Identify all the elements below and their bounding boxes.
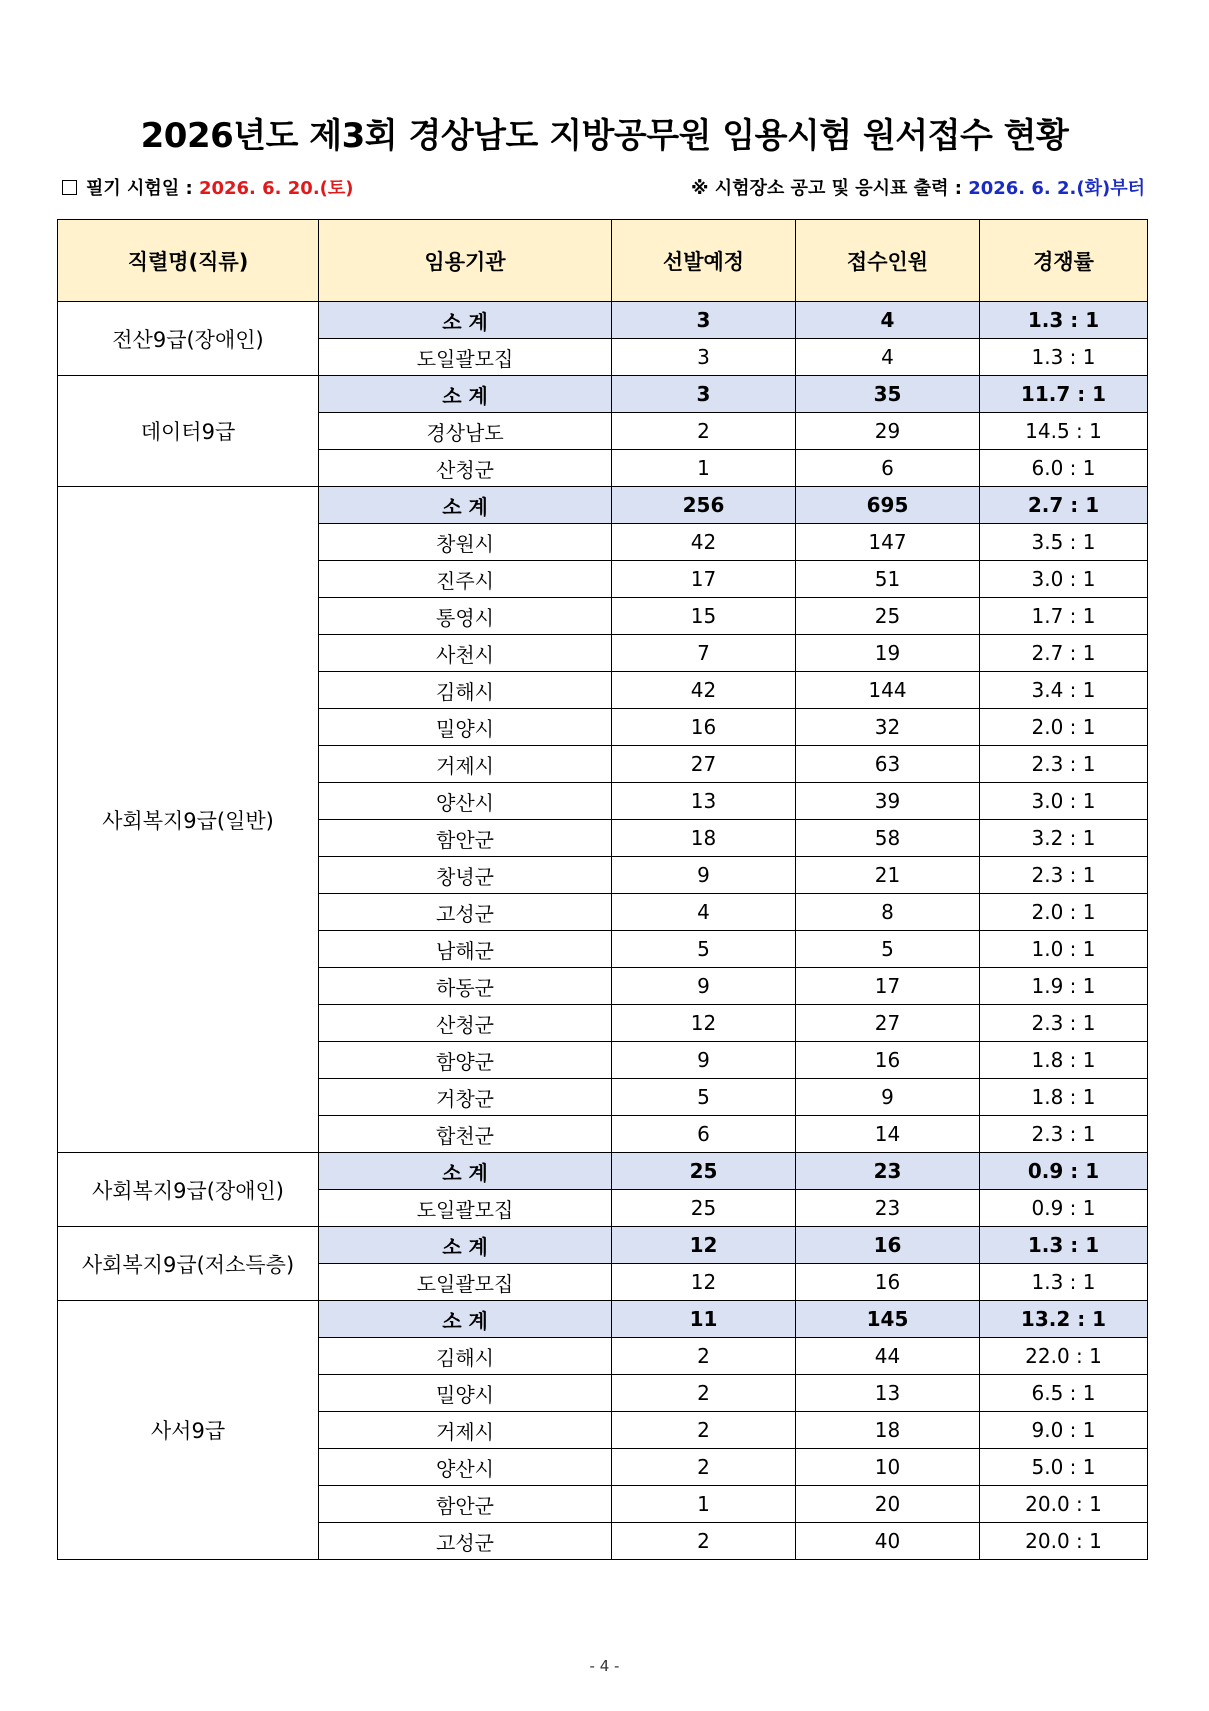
subtotal-ratio: 0.9 : 1 [980, 1153, 1148, 1190]
agency-cell: 창녕군 [319, 857, 612, 894]
ratio-cell: 0.9 : 1 [980, 1190, 1148, 1227]
subtotal-applicants: 23 [796, 1153, 980, 1190]
ratio-cell: 2.3 : 1 [980, 857, 1148, 894]
category-cell: 사회복지9급(장애인) [58, 1153, 319, 1227]
ratio-cell: 2.3 : 1 [980, 1116, 1148, 1153]
planned-cell: 7 [612, 635, 796, 672]
applicants-cell: 51 [796, 561, 980, 598]
ratio-cell: 6.0 : 1 [980, 450, 1148, 487]
checkbox-square-icon [62, 180, 77, 195]
ratio-cell: 20.0 : 1 [980, 1486, 1148, 1523]
planned-cell: 13 [612, 783, 796, 820]
applicants-cell: 13 [796, 1375, 980, 1412]
ratio-cell: 5.0 : 1 [980, 1449, 1148, 1486]
applicants-cell: 5 [796, 931, 980, 968]
category-cell: 데이터9급 [58, 376, 319, 487]
ratio-cell: 3.0 : 1 [980, 783, 1148, 820]
applicants-cell: 40 [796, 1523, 980, 1560]
ratio-cell: 2.0 : 1 [980, 709, 1148, 746]
agency-cell: 함안군 [319, 1486, 612, 1523]
planned-cell: 5 [612, 1079, 796, 1116]
ratio-cell: 1.8 : 1 [980, 1042, 1148, 1079]
planned-cell: 25 [612, 1190, 796, 1227]
ratio-cell: 1.7 : 1 [980, 598, 1148, 635]
agency-cell: 함양군 [319, 1042, 612, 1079]
agency-cell: 사천시 [319, 635, 612, 672]
agency-cell: 고성군 [319, 894, 612, 931]
subtotal-row [58, 302, 1148, 339]
planned-cell: 15 [612, 598, 796, 635]
applicants-cell: 144 [796, 672, 980, 709]
applicants-cell: 63 [796, 746, 980, 783]
agency-cell: 김해시 [319, 672, 612, 709]
subtotal-applicants: 695 [796, 487, 980, 524]
category-cell: 사회복지9급(저소득층) [58, 1227, 319, 1301]
agency-cell: 경상남도 [319, 413, 612, 450]
ratio-cell: 22.0 : 1 [980, 1338, 1148, 1375]
agency-cell: 양산시 [319, 1449, 612, 1486]
notice-date-label: ※ 시험장소 공고 및 응시표 출력 : [690, 178, 969, 199]
applicants-cell: 20 [796, 1486, 980, 1523]
planned-cell: 12 [612, 1005, 796, 1042]
planned-cell: 17 [612, 561, 796, 598]
ratio-cell: 2.7 : 1 [980, 635, 1148, 672]
applicants-cell: 4 [796, 339, 980, 376]
agency-cell: 남해군 [319, 931, 612, 968]
agency-cell: 하동군 [319, 968, 612, 1005]
subtotal-label: 소 계 [319, 1301, 612, 1338]
planned-cell: 2 [612, 1412, 796, 1449]
ratio-cell: 1.9 : 1 [980, 968, 1148, 1005]
page-title: 2026년도 제3회 경상남도 지방공무원 임용시험 원서접수 현황 [140, 116, 1069, 156]
applicants-cell: 23 [796, 1190, 980, 1227]
agency-cell: 고성군 [319, 1523, 612, 1560]
header-agency: 임용기관 [319, 220, 612, 302]
applicants-cell: 39 [796, 783, 980, 820]
agency-cell: 진주시 [319, 561, 612, 598]
applicants-cell: 6 [796, 450, 980, 487]
applicants-cell: 9 [796, 1079, 980, 1116]
planned-cell: 5 [612, 931, 796, 968]
subtotal-planned: 12 [612, 1227, 796, 1264]
planned-cell: 18 [612, 820, 796, 857]
applicants-cell: 44 [796, 1338, 980, 1375]
page-number: - 4 - [589, 1657, 620, 1675]
applicants-cell: 58 [796, 820, 980, 857]
notice-date-value: 2026. 6. 2.(화)부터 [968, 178, 1145, 199]
subtotal-ratio: 11.7 : 1 [980, 376, 1148, 413]
subtotal-label: 소 계 [319, 1227, 612, 1264]
ratio-cell: 1.3 : 1 [980, 1264, 1148, 1301]
category-cell: 사회복지9급(일반) [58, 487, 319, 1153]
agency-cell: 밀양시 [319, 709, 612, 746]
ratio-cell: 3.2 : 1 [980, 820, 1148, 857]
subtotal-row [58, 1227, 1148, 1264]
planned-cell: 42 [612, 672, 796, 709]
applicants-cell: 32 [796, 709, 980, 746]
applicants-cell: 16 [796, 1264, 980, 1301]
applicants-cell: 25 [796, 598, 980, 635]
ratio-cell: 14.5 : 1 [980, 413, 1148, 450]
ratio-cell: 1.3 : 1 [980, 339, 1148, 376]
exam-date-label: 필기 시험일 : [86, 178, 199, 199]
ratio-cell: 2.3 : 1 [980, 746, 1148, 783]
planned-cell: 9 [612, 968, 796, 1005]
subtotal-label: 소 계 [319, 487, 612, 524]
applicants-cell: 17 [796, 968, 980, 1005]
header-category: 직렬명(직류) [58, 220, 319, 302]
planned-cell: 42 [612, 524, 796, 561]
subtotal-label: 소 계 [319, 376, 612, 413]
agency-cell: 산청군 [319, 1005, 612, 1042]
exam-date-value: 2026. 6. 20.(토) [198, 178, 354, 199]
table-body [58, 302, 1148, 1560]
agency-cell: 도일괄모집 [319, 339, 612, 376]
subtotal-planned: 25 [612, 1153, 796, 1190]
agency-cell: 밀양시 [319, 1375, 612, 1412]
ratio-cell: 1.8 : 1 [980, 1079, 1148, 1116]
applicants-cell: 8 [796, 894, 980, 931]
applicants-cell: 29 [796, 413, 980, 450]
header-applicants: 접수인원 [796, 220, 980, 302]
planned-cell: 1 [612, 450, 796, 487]
subtotal-row [58, 1301, 1148, 1338]
applicants-cell: 21 [796, 857, 980, 894]
table-header-row [58, 220, 1148, 302]
planned-cell: 16 [612, 709, 796, 746]
planned-cell: 2 [612, 1449, 796, 1486]
planned-cell: 27 [612, 746, 796, 783]
subtotal-planned: 3 [612, 302, 796, 339]
subtotal-ratio: 13.2 : 1 [980, 1301, 1148, 1338]
planned-cell: 9 [612, 1042, 796, 1079]
planned-cell: 3 [612, 339, 796, 376]
subtotal-label: 소 계 [319, 1153, 612, 1190]
agency-cell: 거창군 [319, 1079, 612, 1116]
subtotal-planned: 256 [612, 487, 796, 524]
applicants-cell: 27 [796, 1005, 980, 1042]
applicants-cell: 10 [796, 1449, 980, 1486]
subtotal-label: 소 계 [319, 302, 612, 339]
planned-cell: 6 [612, 1116, 796, 1153]
planned-cell: 2 [612, 1338, 796, 1375]
applicants-cell: 18 [796, 1412, 980, 1449]
subtotal-row [58, 1153, 1148, 1190]
applicants-cell: 14 [796, 1116, 980, 1153]
planned-cell: 2 [612, 413, 796, 450]
category-cell: 사서9급 [58, 1301, 319, 1560]
planned-cell: 4 [612, 894, 796, 931]
agency-cell: 거제시 [319, 746, 612, 783]
applicants-cell: 16 [796, 1042, 980, 1079]
subtotal-ratio: 2.7 : 1 [980, 487, 1148, 524]
ratio-cell: 3.5 : 1 [980, 524, 1148, 561]
agency-cell: 도일괄모집 [319, 1264, 612, 1301]
planned-cell: 12 [612, 1264, 796, 1301]
subtotal-planned: 3 [612, 376, 796, 413]
header-planned: 선발예정 [612, 220, 796, 302]
ratio-cell: 3.4 : 1 [980, 672, 1148, 709]
notice-date-info [691, 174, 1145, 200]
subtotal-ratio: 1.3 : 1 [980, 1227, 1148, 1264]
ratio-cell: 3.0 : 1 [980, 561, 1148, 598]
subtotal-ratio: 1.3 : 1 [980, 302, 1148, 339]
exam-date-info [62, 174, 354, 200]
subtotal-applicants: 35 [796, 376, 980, 413]
subtotal-applicants: 16 [796, 1227, 980, 1264]
applicants-cell: 147 [796, 524, 980, 561]
agency-cell: 도일괄모집 [319, 1190, 612, 1227]
ratio-cell: 2.3 : 1 [980, 1005, 1148, 1042]
ratio-cell: 6.5 : 1 [980, 1375, 1148, 1412]
ratio-cell: 2.0 : 1 [980, 894, 1148, 931]
subtotal-row [58, 376, 1148, 413]
planned-cell: 2 [612, 1375, 796, 1412]
applicants-cell: 19 [796, 635, 980, 672]
subtotal-row [58, 487, 1148, 524]
subtotal-applicants: 145 [796, 1301, 980, 1338]
planned-cell: 1 [612, 1486, 796, 1523]
header-ratio: 경쟁률 [980, 220, 1148, 302]
agency-cell: 함안군 [319, 820, 612, 857]
ratio-cell: 9.0 : 1 [980, 1412, 1148, 1449]
subtotal-planned: 11 [612, 1301, 796, 1338]
agency-cell: 거제시 [319, 1412, 612, 1449]
ratio-cell: 20.0 : 1 [980, 1523, 1148, 1560]
category-cell: 전산9급(장애인) [58, 302, 319, 376]
agency-cell: 합천군 [319, 1116, 612, 1153]
agency-cell: 양산시 [319, 783, 612, 820]
agency-cell: 산청군 [319, 450, 612, 487]
agency-cell: 통영시 [319, 598, 612, 635]
subtotal-applicants: 4 [796, 302, 980, 339]
planned-cell: 9 [612, 857, 796, 894]
agency-cell: 김해시 [319, 1338, 612, 1375]
ratio-cell: 1.0 : 1 [980, 931, 1148, 968]
planned-cell: 2 [612, 1523, 796, 1560]
application-status-table [57, 219, 1148, 1560]
agency-cell: 창원시 [319, 524, 612, 561]
